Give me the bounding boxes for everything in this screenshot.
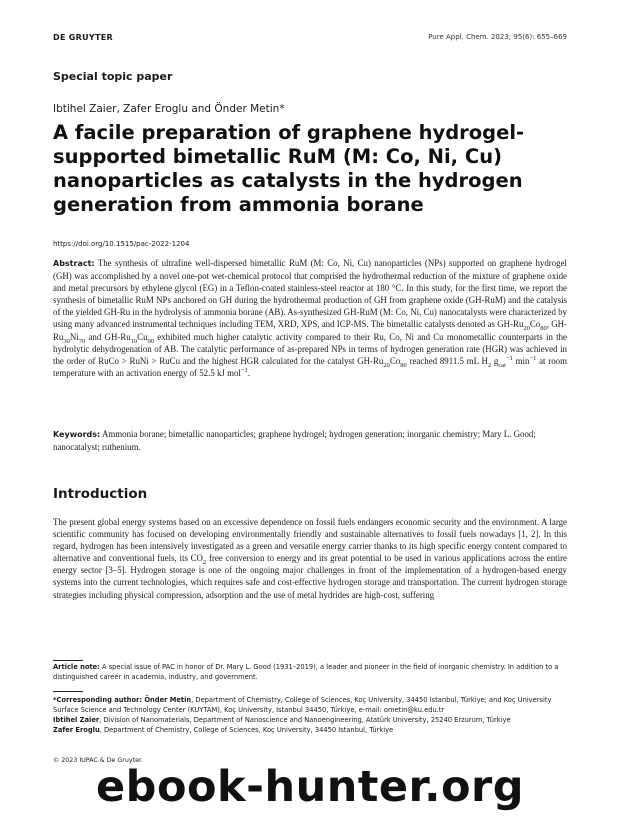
- paper-type: Special topic paper: [53, 70, 173, 83]
- subscript: cat: [498, 361, 506, 369]
- subscript: 30: [63, 337, 70, 345]
- abstract-text: Co: [389, 355, 401, 366]
- corresponding-author-label: *Corresponding author: Önder Metin: [53, 696, 192, 704]
- footnote-divider: [53, 691, 83, 692]
- subscript: 80: [400, 361, 407, 369]
- keywords: [53, 428, 567, 453]
- abstract-text: , GH-Ru: [53, 319, 567, 342]
- keywords-label: Keywords:: [53, 430, 101, 439]
- intro-text: The present global energy systems based on an excessive dependence on fossil fuels endangers economic security and the environment. A large scientific community has focused on developing environmentally friendly and sustainable alternatives to fossil fuels nowadays [1, 2]. In this regard, hydrogen has been intensively investigated as a green and versatile energy carrier thanks to its high specific energy content compared to alternative and conventional fuels, its CO: [53, 517, 567, 564]
- subscript: 70: [78, 337, 86, 345]
- paper-title: A facile preparation of graphene hydrogel-supported bimetallic RuM (M: Co, Ni, Cu) nanoparticles as catalysts in the hydrogen generation from ammonia borane: [53, 121, 525, 216]
- watermark-text: ebook-hunter.org: [96, 762, 524, 812]
- copyright-notice: © 2023 IUPAC & De Gruyter.: [53, 757, 143, 764]
- abstract-text: The synthesis of ultrafine well-dispersed bimetallic RuM (M: Co, Ni, Cu) nanoparticles (NPs) supported on graphene hydrogel (GH) was accomplished by a novel one-pot wet-chemical protocol that comprised the hydrothermal reduction of the mixture of graphene oxide and metal precursors by ethylene glycol (EG) in a Teflon-coated stainless-steel reactor at 180 °C. In this study, for the first time, we report the synthesis of bimetallic RuM NPs anchored on GH during the hydrothermal production of GH from graphene oxide (GH-RuM) and the catalysis of the yielded GH-Ru in the hydrolysis of ammonia borane (AB). As-synthesized GH-RuM (M: Co, Ni, Cu) nanocatalysts were characterized by using many advanced instrumental techniques including TEM, XRD, XPS, and ICP-MS. The bimetallic catalysts denoted as GH-Ru: [53, 258, 567, 330]
- subscript: 2: [202, 559, 207, 567]
- introduction-body: [53, 516, 567, 650]
- subscript: 20: [523, 325, 530, 333]
- author-list: Ibtihel Zaier, Zafer Eroglu and Önder Metin*: [53, 103, 285, 115]
- abstract-label: Abstract:: [53, 259, 95, 268]
- section-heading-introduction: Introduction: [53, 486, 148, 502]
- abstract-text: .: [247, 367, 251, 378]
- journal-citation: Pure Appl. Chem. 2023; 95(6): 655–669: [428, 33, 567, 41]
- superscript: −1: [240, 366, 248, 374]
- article-note: [53, 662, 567, 682]
- abstract-text: Co: [529, 319, 541, 330]
- abstract-text: exhibited much higher catalytic activity compared to their Ru, Co, Ni and Cu monometallic counterparts in the hydrolytic dehydrogenation of AB. The catalytic performance of as-prepared NPs in terms of hydrogen generation rate (HGR) was achieved in the order of RuCo > RuNi > RuCu and the highest HGR calculated for the catalyst GH-Ru: [53, 331, 567, 366]
- intro-text: free conversion to energy and its great potential to be used in various applications across the entire energy sector [3–5]. Hydrogen storage is one of the ongoing major challenges in front of the implementation of a hydrogen-based energy systems into the current technologies, which requires safe and cost-effective hydrogen storage and transportation. The current hydrogen storage strategies including physical compression, adsorption and the use of metal hydrides are high-cost, suffering: [53, 553, 567, 600]
- abstract-text: g: [491, 355, 499, 366]
- subscript: 80: [540, 325, 547, 333]
- abstract-text: reached 8911.5 mL H: [406, 355, 488, 366]
- corresponding-author-text: , Department of Chemistry, College of Sciences, Koç University, 34450 Istanbul, Türkiye; and Koç University Surface Science and Technology Center (KUYTAM), Koç University, Istanbul 34450, Türkiye, e-mail: ometin@ku.edu.tr: [53, 696, 552, 714]
- author-zaier-label: Ibtihel Zaier: [53, 716, 100, 724]
- author-eroglu-label: Zafer Eroglu: [53, 726, 100, 734]
- footnote-divider: [53, 660, 83, 661]
- abstract-text: at room temperature with an activation energy of 52.5 kJ mol: [53, 355, 568, 378]
- superscript: −1: [529, 354, 537, 362]
- abstract-text: min: [512, 355, 530, 366]
- publisher-name: DE GRUYTER: [53, 33, 113, 42]
- abstract-text: Ni: [69, 331, 79, 342]
- subscript: 20: [383, 361, 390, 369]
- doi-link[interactable]: https://doi.org/10.1515/pac-2022-1204: [53, 240, 190, 248]
- abstract-text: and GH-Ru: [85, 331, 131, 342]
- article-note-text: A special issue of PAC in honor of Dr. Mary L. Good (1931–2019), a leader and pioneer in the field of inorganic chemistry. In addition to a distinguished career in academia, industry, and government.: [53, 663, 559, 681]
- subscript: 2: [487, 361, 492, 369]
- subscript: 90: [147, 337, 155, 345]
- subscript: 10: [130, 337, 138, 345]
- abstract: [53, 257, 567, 379]
- keywords-text: Ammonia borane; bimetallic nanoparticles; graphene hydrogel; hydrogen generation; inorganic chemistry; Mary L. Good; nanocatalyst; ruthenium.: [53, 429, 536, 453]
- superscript: −1: [505, 354, 513, 362]
- author-eroglu-text: , Department of Chemistry, College of Sciences, Koç University, 34450 Istanbul, Türkiye: [99, 726, 394, 734]
- abstract-text: Cu: [137, 331, 148, 342]
- affiliations: [53, 695, 567, 735]
- author-zaier-text: , Division of Nanomaterials, Department of Nanoscience and Nanoengineering, Atatürk University, 25240 Erzurum, Türkiye: [99, 716, 511, 724]
- article-note-label: Article note:: [53, 663, 100, 671]
